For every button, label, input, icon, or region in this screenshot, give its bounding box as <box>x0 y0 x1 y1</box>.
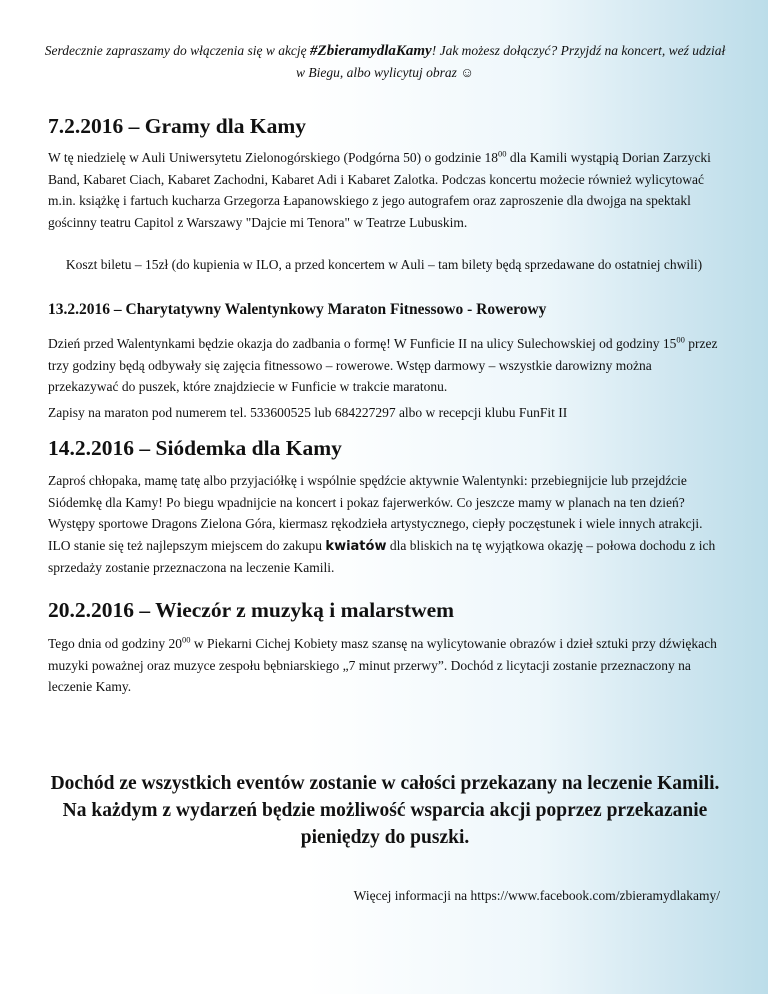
hashtag: #ZbieramydlaKamy <box>310 43 432 59</box>
smiley-icon: ☺ <box>460 65 475 80</box>
intro-text: Serdecznie zapraszamy do włączenia się w akcję #ZbieramydlaKamy! Jak możesz dołączyć? Przyjdź na koncert, weź udział w Biegu, albo wylicytuj obraz ☺ <box>44 43 726 80</box>
more-info-link[interactable]: Więcej informacji na https://www.facebook.com/zbieramydlakamy/ <box>353 888 720 903</box>
flowers-emphasis: kwiatów <box>325 538 387 554</box>
closing-statement: Dochód ze wszystkich eventów zostanie w całości przekazany na leczenie Kamili. Na każdym z wydarzeń będzie możliwość wsparcia akcji poprzez przekazanie pieniędzy do puszki. <box>50 773 720 848</box>
event1-ticket-info: Koszt biletu – 15zł (do kupienia w ILO, a przed koncertem w Auli – tam bilety będą sprzedawane do ostatniej chwili) <box>65 257 703 272</box>
event2-title: 13.2.2016 – Charytatywny Walentynkowy Maraton Fitnessowo - Rowerowy <box>48 301 547 318</box>
event1-title: 7.2.2016 – Gramy dla Kamy <box>48 114 306 138</box>
event4-title: 20.2.2016 – Wieczór z muzyką i malarstwem <box>48 598 455 622</box>
event2-description: Dzień przed Walentynkami będzie okazja do zadbania o formę! W Funficie II na ulicy Sulechowskiej od godziny $15^{00}$ przez trzy godziny będą odbywały się zajęcia fitnessowo – rowerowe. Wstęp darmowy – wszystkie darowizny można przekazywać do puszek, które znajdziecie w Funficie w trakcie maratonu. <box>48 334 718 394</box>
event2-signup-info: Zapisy na maraton pod numerem tel. 533600525 lub 684227297 albo w recepcji klubu FunFit II <box>48 405 568 420</box>
event4-description: Tego dnia od godziny $20^{00}$ w Piekarni Cichej Kobiety masz szansę na wylicytowanie obrazów i dzieł sztuki przy dźwiękach muzyki poważnej oraz muzyce zespołu bębniarskiego „7 minut przerwy”. Dochód z licytacji zostanie przeznaczony na leczenie Kamy. <box>48 634 717 694</box>
event3-title: 14.2.2016 – Siódemka dla Kamy <box>48 436 342 460</box>
event3-description: Zaproś chłopaka, mamę tatę albo przyjaciółkę i wspólnie spędźcie aktywnie Walentynki: przebiegnijcie lub przejdźcie Siódemkę dla Kamy! Po biegu wpadnijcie na koncert i pokaz fajerwerków. Co jeszcze mamy w planach na ten dzień? Występy sportowe Dragons Zielona Góra, kiermasz rękodzieła artystycznego, ciepły poczęstunek i wiele innych atrakcji. ILO stanie się też najlepszym miejscem do zakupu kwiatów dla bliskich na tę wyjątkowa okazję – połowa dochodu z ich sprzedaży zostanie przeznaczona na leczenie Kamili. <box>48 473 716 575</box>
event1-description: W tę niedzielę w Auli Uniwersytetu Zielonogórskiego (Podgórna 50) o godzinie $18^{00}$ dla Kamili wystąpią Dorian Zarzycki Band, Kabaret Ciach, Kabaret Zachodni, Kabaret Adi i Kabaret Zalotka. Podczas koncertu możecie również wylicytować m.in. książkę i fartuch kucharza Grzegorza Łapanowskiego z jego autografem oraz zaproszenie dla dwojga na spektakl gościnny teatru Capitol z Warszawy "Dajcie mi Tenora" w Teatrze Lubuskim. <box>48 148 711 230</box>
